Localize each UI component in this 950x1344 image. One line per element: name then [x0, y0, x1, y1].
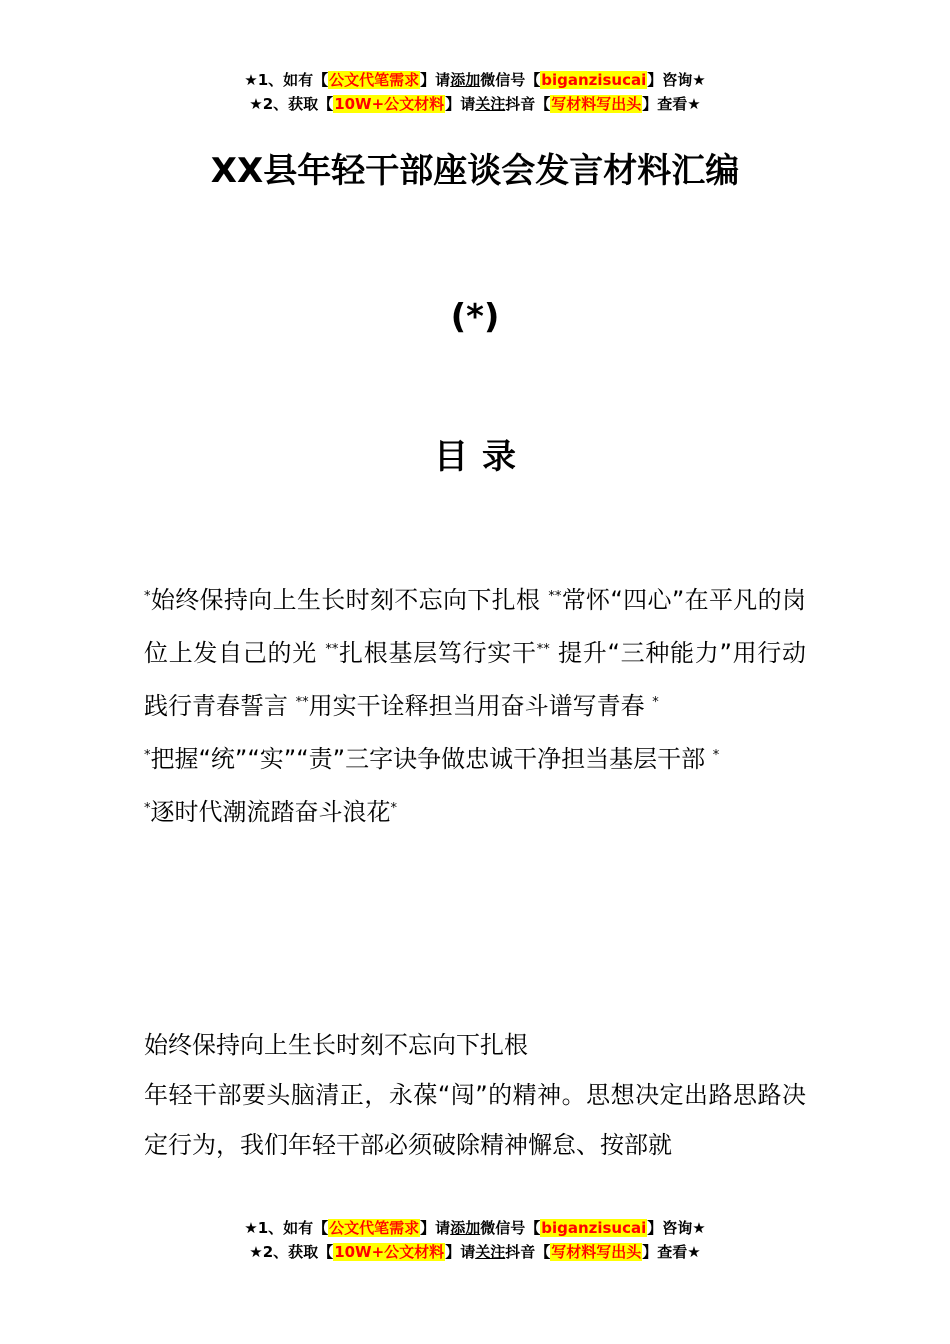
- banner-text: 】请: [420, 71, 451, 89]
- toc-item[interactable]: 提升“三种能力”用行动践行青春誓言: [144, 639, 807, 720]
- banner-text: 】请: [445, 95, 476, 113]
- toc-star: *: [536, 642, 544, 657]
- table-of-contents: [144, 572, 806, 837]
- banner-text: 微信号【: [480, 71, 541, 89]
- banner-highlight: 10W+公文材料: [334, 1243, 445, 1261]
- banner-line-1: [0, 1216, 950, 1240]
- toc-item[interactable]: 扎根基层笃行实干: [338, 639, 537, 667]
- toc-paragraph-2: [144, 731, 806, 784]
- banner-text: ★1、如有【: [244, 71, 329, 89]
- banner-text: 抖音【: [505, 95, 551, 113]
- toc-star: *: [144, 748, 151, 763]
- banner-line-2: [0, 92, 950, 116]
- banner-underlined: 添加: [450, 71, 481, 89]
- toc-star: *: [554, 589, 562, 604]
- toc-star: *: [543, 642, 550, 657]
- banner-text: 】查看★: [642, 1243, 701, 1261]
- toc-star: *: [331, 642, 339, 657]
- toc-star: *: [144, 589, 151, 604]
- document-title: XX县年轻干部座谈会发言材料汇编: [210, 151, 740, 191]
- banner-text: ★2、获取【: [249, 1243, 334, 1261]
- essay-section: [144, 1020, 806, 1170]
- toc-item[interactable]: 把握“统”“实”“责”三字诀争做忠诚干净担当基层干部: [150, 745, 706, 773]
- banner-text: 】咨询★: [647, 71, 706, 89]
- toc-star: *: [652, 695, 659, 710]
- toc-star: *: [390, 801, 397, 816]
- toc-paragraph-1: [144, 572, 806, 731]
- toc-star: *: [144, 801, 151, 816]
- banner-underlined: 添加: [450, 1219, 481, 1237]
- banner-text: 】请: [420, 1219, 451, 1237]
- banner-highlight: 公文代笔需求: [329, 1219, 420, 1237]
- banner-text: ★2、获取【: [249, 95, 334, 113]
- banner-line-1: [0, 68, 950, 92]
- banner-underlined: 关注: [475, 95, 506, 113]
- toc-star: *: [302, 695, 309, 710]
- toc-item[interactable]: 用实干诠释担当用奋斗谱写青春: [308, 692, 645, 720]
- toc-star: *: [325, 642, 332, 657]
- banner-underlined: 关注: [475, 1243, 506, 1261]
- essay-heading: 始终保持向上生长时刻不忘向下扎根: [144, 1031, 528, 1059]
- banner-highlight: 公文代笔需求: [329, 71, 420, 89]
- banner-text: 】请: [445, 1243, 476, 1261]
- toc-paragraph-3: [144, 784, 806, 837]
- toc-star: *: [712, 748, 720, 763]
- banner-text: ★1、如有【: [244, 1219, 329, 1237]
- banner-highlight-douyin: 写材料写出头: [551, 95, 642, 113]
- banner-text: 抖音【: [505, 1243, 551, 1261]
- toc-heading: 目录: [434, 437, 530, 477]
- banner-highlight-wechat: biganzisucai: [541, 1219, 647, 1237]
- issue-mark: (*): [450, 297, 500, 337]
- banner-highlight: 10W+公文材料: [334, 95, 445, 113]
- banner-highlight-wechat: biganzisucai: [541, 71, 647, 89]
- essay-paragraph: 年轻干部要头脑清正，永葆“闯”的精神。思想决定出路思路决定行为，我们年轻干部必须破除精神懈怠、按部就: [144, 1081, 806, 1159]
- toc-item[interactable]: 常怀“四心”在平凡的岗位上发自己的光: [144, 586, 806, 667]
- toc-star: *: [295, 695, 303, 710]
- toc-item[interactable]: 始终保持向上生长时刻不忘向下扎根: [150, 586, 541, 614]
- banner-text: 】查看★: [642, 95, 701, 113]
- toc-star: *: [548, 589, 555, 604]
- banner-line-2: [0, 1240, 950, 1264]
- header-banner: [0, 68, 950, 116]
- banner-highlight-douyin: 写材料写出头: [551, 1243, 642, 1261]
- banner-text: 】咨询★: [647, 1219, 706, 1237]
- footer-banner: [0, 1216, 950, 1264]
- banner-text: 微信号【: [480, 1219, 541, 1237]
- toc-item[interactable]: 逐时代潮流踏奋斗浪花: [150, 798, 391, 826]
